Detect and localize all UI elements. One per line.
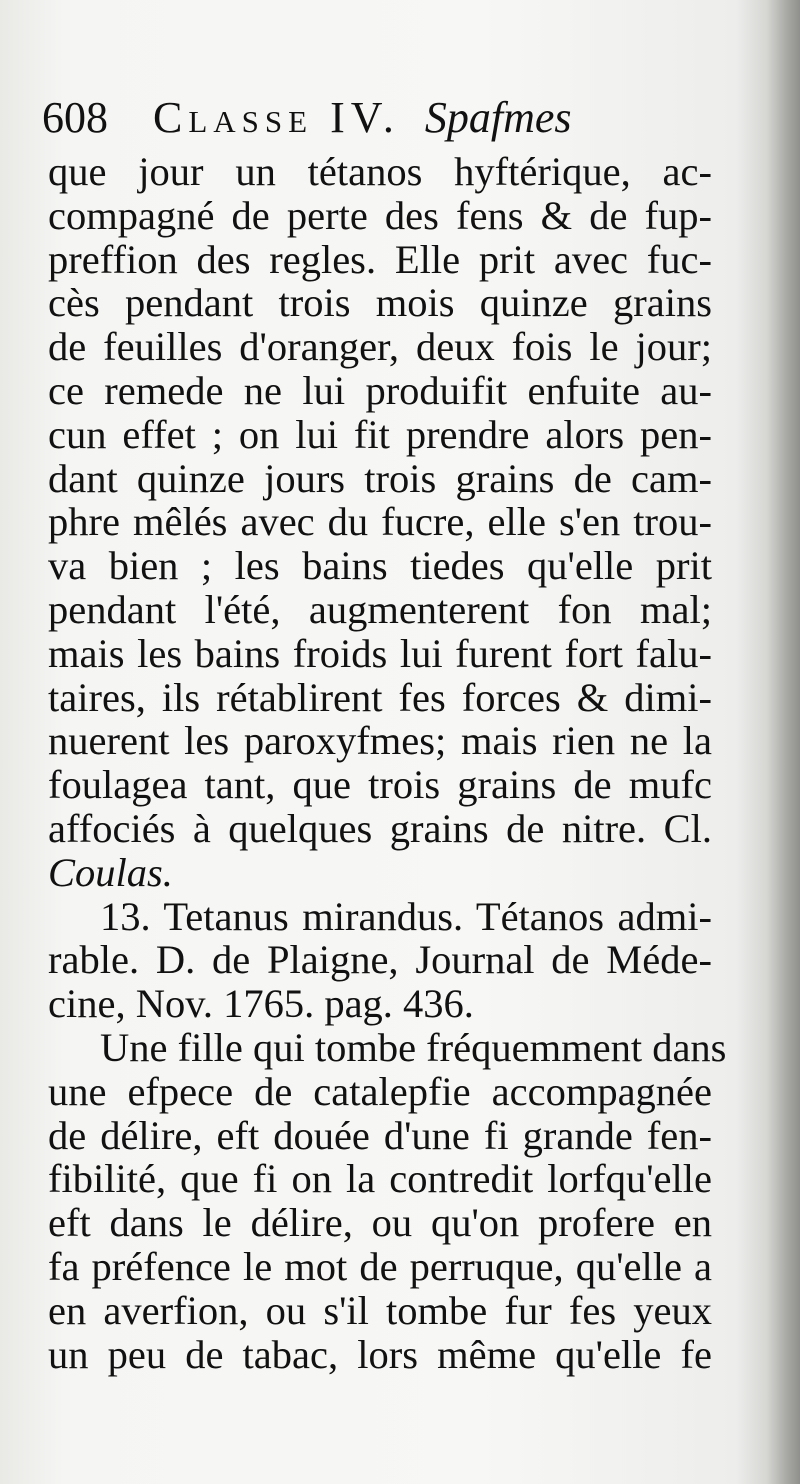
- paragraph-start-line: Une fille qui tombe fréquemment dans: [100, 1024, 727, 1070]
- running-header: [42, 92, 602, 144]
- text-line: un peu de tabac, lors même qu'elle fe: [48, 1331, 712, 1377]
- entry-heading-line: 13. Tetanus mirandus. Tétanos admi-: [100, 893, 712, 939]
- text-line: que jour un tétanos hyftérique, ac-: [48, 149, 712, 194]
- text-line: compagné de perte des fens & de fup-: [48, 192, 712, 238]
- text-line: fa préfence le mot de perruque, qu'elle a: [48, 1243, 712, 1289]
- text-line: cine, Nov. 1765. pag. 436.: [48, 981, 474, 1027]
- text-line: une efpece de catalepfie accompagnée: [48, 1068, 712, 1114]
- text-line: affociés à quelques grains de nitre. Cl.: [48, 805, 712, 851]
- text-line: mais les bains froids lui furent fort falu-: [48, 630, 712, 676]
- text-line: ce remede ne lui produifit enfuite au-: [48, 367, 712, 413]
- text-line: cun effet ; on lui fit prendre alors pen-: [48, 411, 712, 457]
- text-line: va bien ; les bains tiedes qu'elle prit: [48, 543, 712, 589]
- text-line: Coulas.: [48, 849, 173, 895]
- text-line: preffion des regles. Elle prit avec fuc-: [48, 236, 712, 282]
- body-text: [48, 149, 727, 1377]
- page-number: 608: [42, 93, 108, 142]
- text-line: pendant l'été, augmenterent fon mal;: [48, 586, 712, 632]
- page-edge-shadow: [766, 0, 800, 1484]
- text-line: dant quinze jours trois grains de cam-: [48, 455, 712, 501]
- text-line: foulagea tant, que trois grains de mufc: [48, 762, 712, 808]
- text-line: nuerent les paroxyfmes; mais rien ne la: [48, 718, 712, 764]
- text-line: en averfion, ou s'il tombe fur fes yeux: [48, 1287, 712, 1333]
- text-line: de feuilles d'oranger, deux fois le jour;: [48, 324, 712, 370]
- text-line: de délire, eft douée d'une fi grande fen-: [48, 1112, 712, 1158]
- text-line: cès pendant trois mois quinze grains: [48, 280, 712, 326]
- text-line: phre mêlés avec du fucre, elle s'en trou-: [48, 499, 712, 545]
- text-line: taires, ils rétablirent fes forces & dimi-: [48, 674, 712, 720]
- header-subtitle: Spafmes: [424, 93, 572, 142]
- text-line: eft dans le délire, ou qu'on profere en: [48, 1200, 712, 1246]
- header-classe: Classe IV.: [153, 93, 400, 142]
- text-line: rable. D. de Plaigne, Journal de Méde-: [48, 937, 712, 983]
- text-line: fibilité, que fi on la contredit lorfqu'elle: [48, 1156, 712, 1202]
